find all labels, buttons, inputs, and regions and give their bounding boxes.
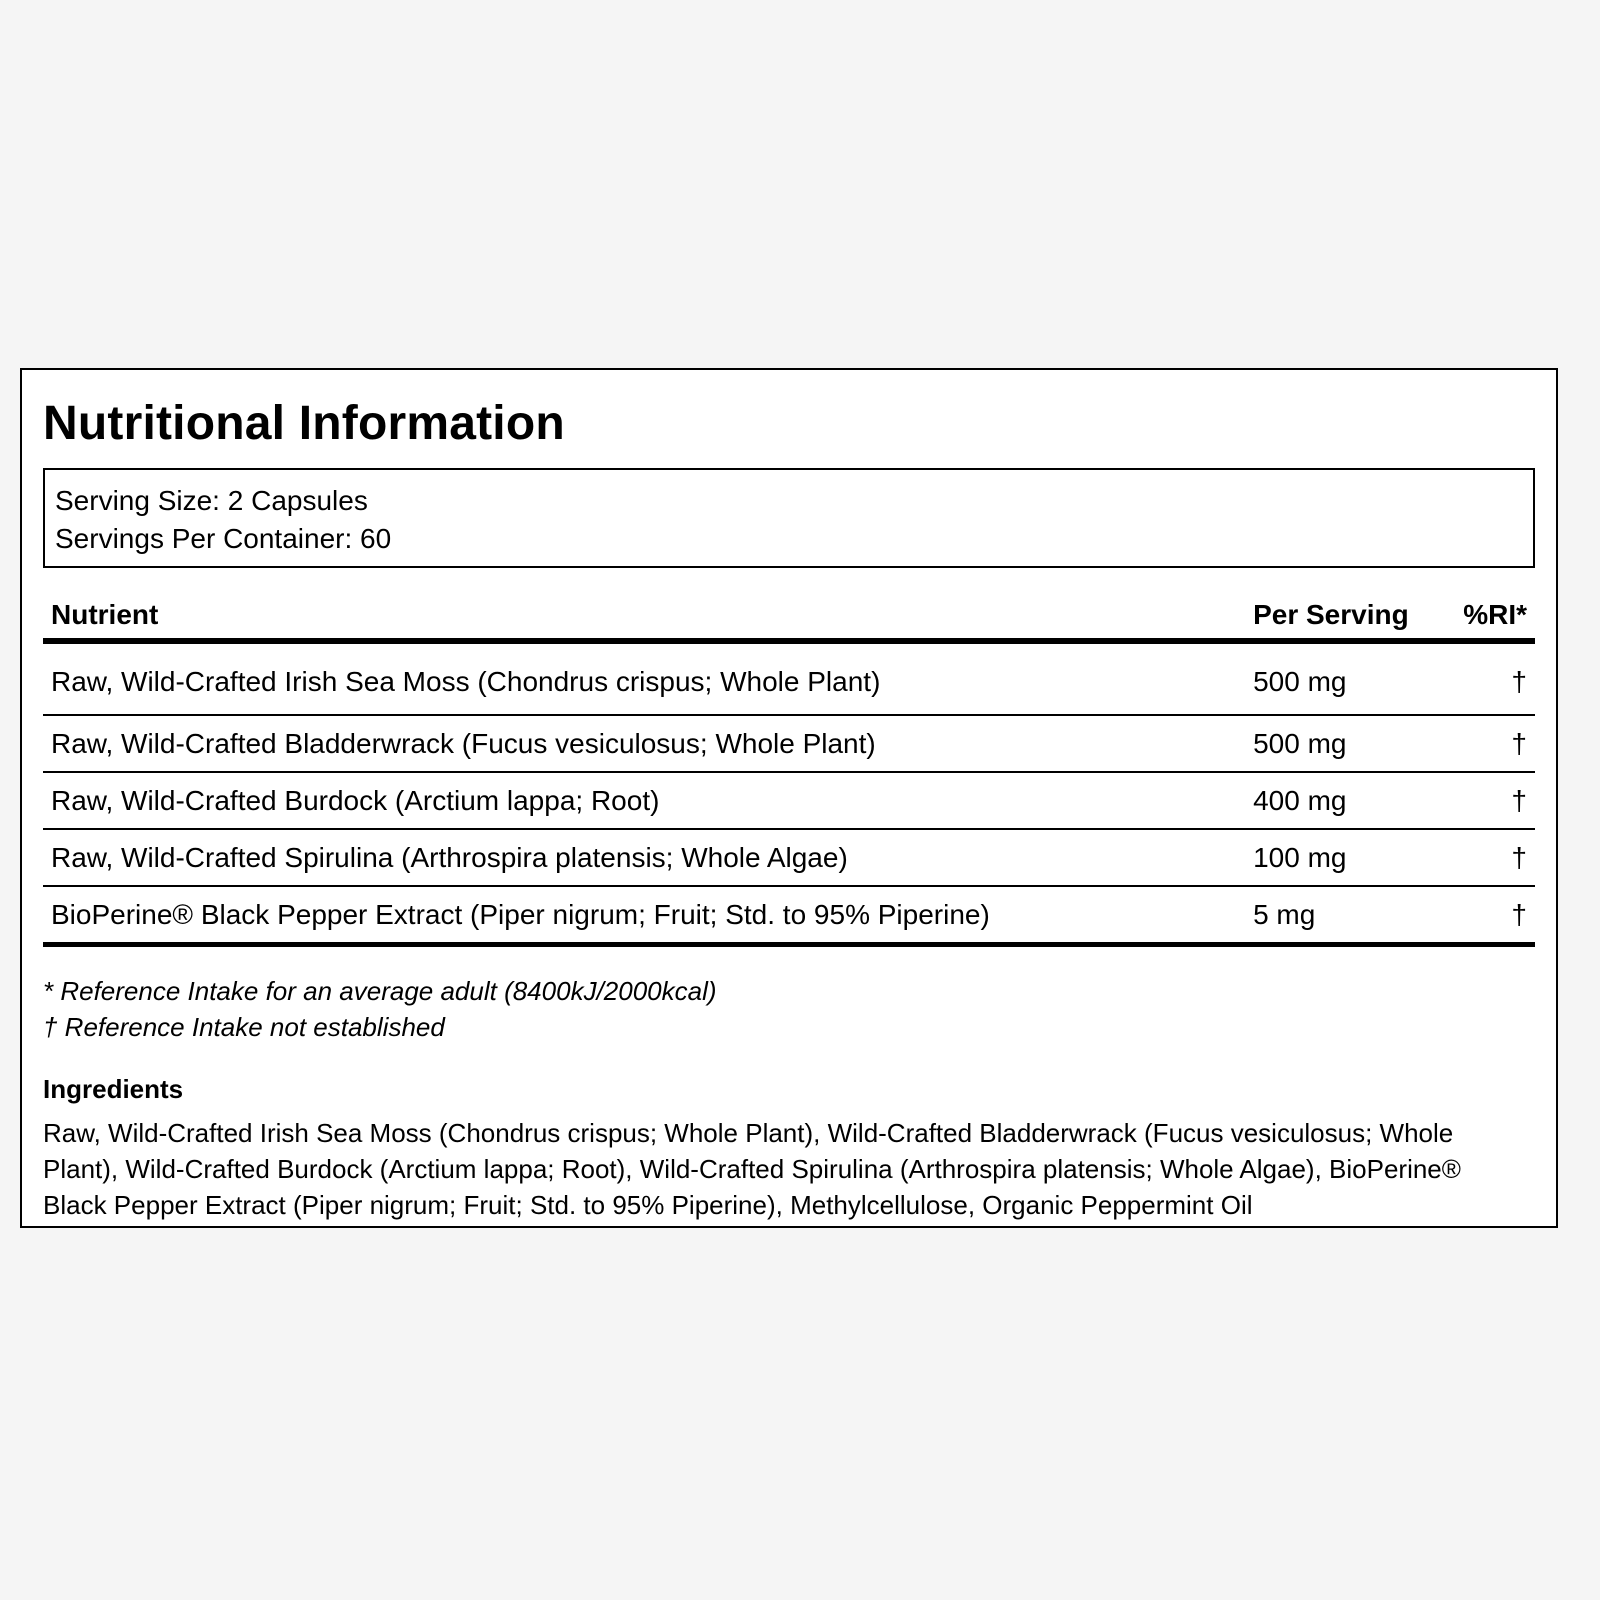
nutrient-ri: † xyxy=(1455,886,1535,945)
servings-per-container: Servings Per Container: 60 xyxy=(55,523,392,554)
table-header-row xyxy=(43,592,1535,641)
serving-info-box xyxy=(43,468,1535,568)
nutrient-ri: † xyxy=(1455,772,1535,829)
header-per-serving: Per Serving xyxy=(1245,592,1455,641)
nutrient-amount: 400 mg xyxy=(1245,772,1455,829)
nutrient-name: Raw, Wild-Crafted Burdock (Arctium lappa; Root) xyxy=(43,772,1245,829)
table-row xyxy=(43,886,1535,945)
nutrient-amount: 100 mg xyxy=(1245,829,1455,886)
nutrient-amount: 5 mg xyxy=(1245,886,1455,945)
nutrient-ri: † xyxy=(1455,829,1535,886)
table-row xyxy=(43,641,1535,715)
dagger-footnote: † Reference Intake not established xyxy=(43,1012,445,1042)
table-row xyxy=(43,772,1535,829)
table-row xyxy=(43,829,1535,886)
header-ri: %RI* xyxy=(1455,592,1535,641)
nutrient-amount: 500 mg xyxy=(1245,715,1455,772)
header-nutrient: Nutrient xyxy=(43,592,1245,641)
nutrient-name: Raw, Wild-Crafted Bladderwrack (Fucus vesiculosus; Whole Plant) xyxy=(43,715,1245,772)
ri-footnote: * Reference Intake for an average adult (8400kJ/2000kcal) xyxy=(43,976,717,1006)
panel-title: Nutritional Information xyxy=(43,397,565,450)
nutrient-name: BioPerine® Black Pepper Extract (Piper nigrum; Fruit; Std. to 95% Piperine) xyxy=(43,886,1245,945)
ingredients-heading: Ingredients xyxy=(43,1074,184,1104)
ingredients-text: Raw, Wild-Crafted Irish Sea Moss (Chondrus crispus; Whole Plant), Wild-Crafted Bladderwrack (Fucus vesiculosus; Whole Plant), Wild-Crafted Burdock (Arctium lappa; Root), Wild-Crafted Spirulina (Arthrospira platensis; Whole Algae), BioPerine® Black Pepper Extract (Piper nigrum; Fruit; Std. to 95% Piperine), Methylcellulose, Organic Peppermint Oil xyxy=(43,1118,1461,1220)
nutrient-ri: † xyxy=(1455,641,1535,715)
table-row xyxy=(43,715,1535,772)
nutrient-name: Raw, Wild-Crafted Irish Sea Moss (Chondrus crispus; Whole Plant) xyxy=(43,641,1245,715)
serving-size: Serving Size: 2 Capsules xyxy=(55,485,368,516)
footnotes xyxy=(43,973,1535,1045)
nutrient-amount: 500 mg xyxy=(1245,641,1455,715)
nutrient-ri: † xyxy=(1455,715,1535,772)
nutrition-panel xyxy=(20,368,1558,1228)
nutrient-table xyxy=(43,592,1535,947)
nutrient-name: Raw, Wild-Crafted Spirulina (Arthrospira platensis; Whole Algae) xyxy=(43,829,1245,886)
